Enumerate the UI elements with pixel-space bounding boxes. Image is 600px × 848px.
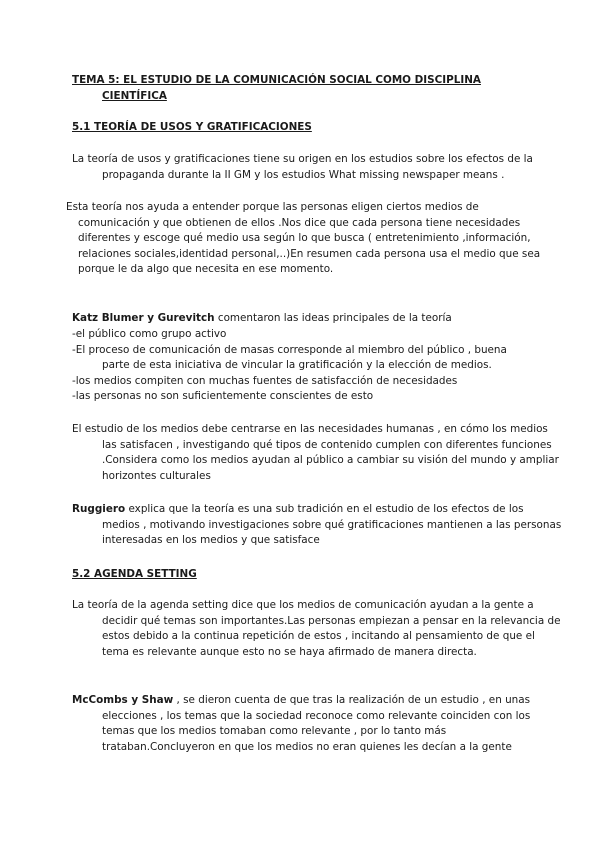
paragraph-mccombs (72, 693, 562, 755)
list-item: -las personas no son suficientemente conscientes de esto (72, 390, 374, 403)
mccombs-text: , se dieron cuenta de que tras la realización de un estudio , en unas elecciones , los temas que la sociedad reconoce como relevante coinciden con los temas que los medios tomaban como relevante , por lo tanto más trataban.Concluyeron en que los medios no eran quienes les decían a la gente (102, 694, 531, 753)
authors-mccombs: McCombs y Shaw (72, 694, 174, 706)
paragraph-agenda: La teoría de la agenda setting dice que los medios de comunicación ayudan a la gente a decidir qué temas son importantes.Las personas empiezan a pensar en la relevancia de estos debido a la continua repetición de estos , incitando al pensamiento de que el tema es relevante aunque esto no se haya afirmado de manera directa. (72, 599, 561, 658)
list-item: -el público como grupo activo (72, 328, 227, 340)
paragraph-katz (72, 311, 562, 327)
author-ruggiero: Ruggiero (72, 503, 126, 515)
title-line-1: TEMA 5: EL ESTUDIO DE LA COMUNICACIÓN SOCIAL COMO DISCIPLINA (72, 74, 481, 86)
document-title (72, 72, 532, 104)
paragraph-needs: El estudio de los medios debe centrarse en las necesidades humanas , en cómo los medios las satisfacen , investigando qué tipos de contenido cumplen con diferentes funciones .Considera como los medios ayudan al público a cambiar su visión del mundo y ampliar horizontes culturales (72, 423, 559, 482)
list-item: -El proceso de comunicación de masas corresponde al miembro del público , buena parte de esta iniciativa de vincular la gratificación y la elección de medios. (72, 343, 507, 372)
ideas-list (72, 327, 532, 405)
authors-katz: Katz Blumer y Gurevitch (72, 312, 215, 324)
section-heading-5-2: 5.2 AGENDA SETTING (72, 568, 197, 580)
title-line-2: CIENTÍFICA (102, 90, 167, 102)
paragraph-origin: La teoría de usos y gratificaciones tiene su origen en los estudios sobre los efectos de la propaganda durante la II GM y los estudios What missing newspaper means . (72, 153, 533, 181)
paragraph-ruggiero (72, 502, 562, 549)
paragraph-explanation: Esta teoría nos ayuda a entender porque las personas eligen ciertos medios de comunicación y que obtienen de ellos .Nos dice que cada persona tiene necesidades diferentes y escoge qué medio usa según lo que busca ( entretenimiento ,información, relaciones sociales,identidad personal,..)En resumen cada persona usa el medio que sea porque le da algo que necesita en ese momento. (66, 201, 541, 276)
ruggiero-text: explica que la teoría es una sub tradición en el estudio de los efectos de los medios , motivando investigaciones sobre qué gratificaciones mantienen a las personas interesadas en los medios y que satisface (102, 503, 562, 547)
section-heading-5-1: 5.1 TEORÍA DE USOS Y GRATIFICACIONES (72, 121, 312, 133)
list-item: -los medios compiten con muchas fuentes de satisfacción de necesidades (72, 374, 458, 387)
katz-text: comentaron las ideas principales de la teoría (214, 312, 452, 324)
